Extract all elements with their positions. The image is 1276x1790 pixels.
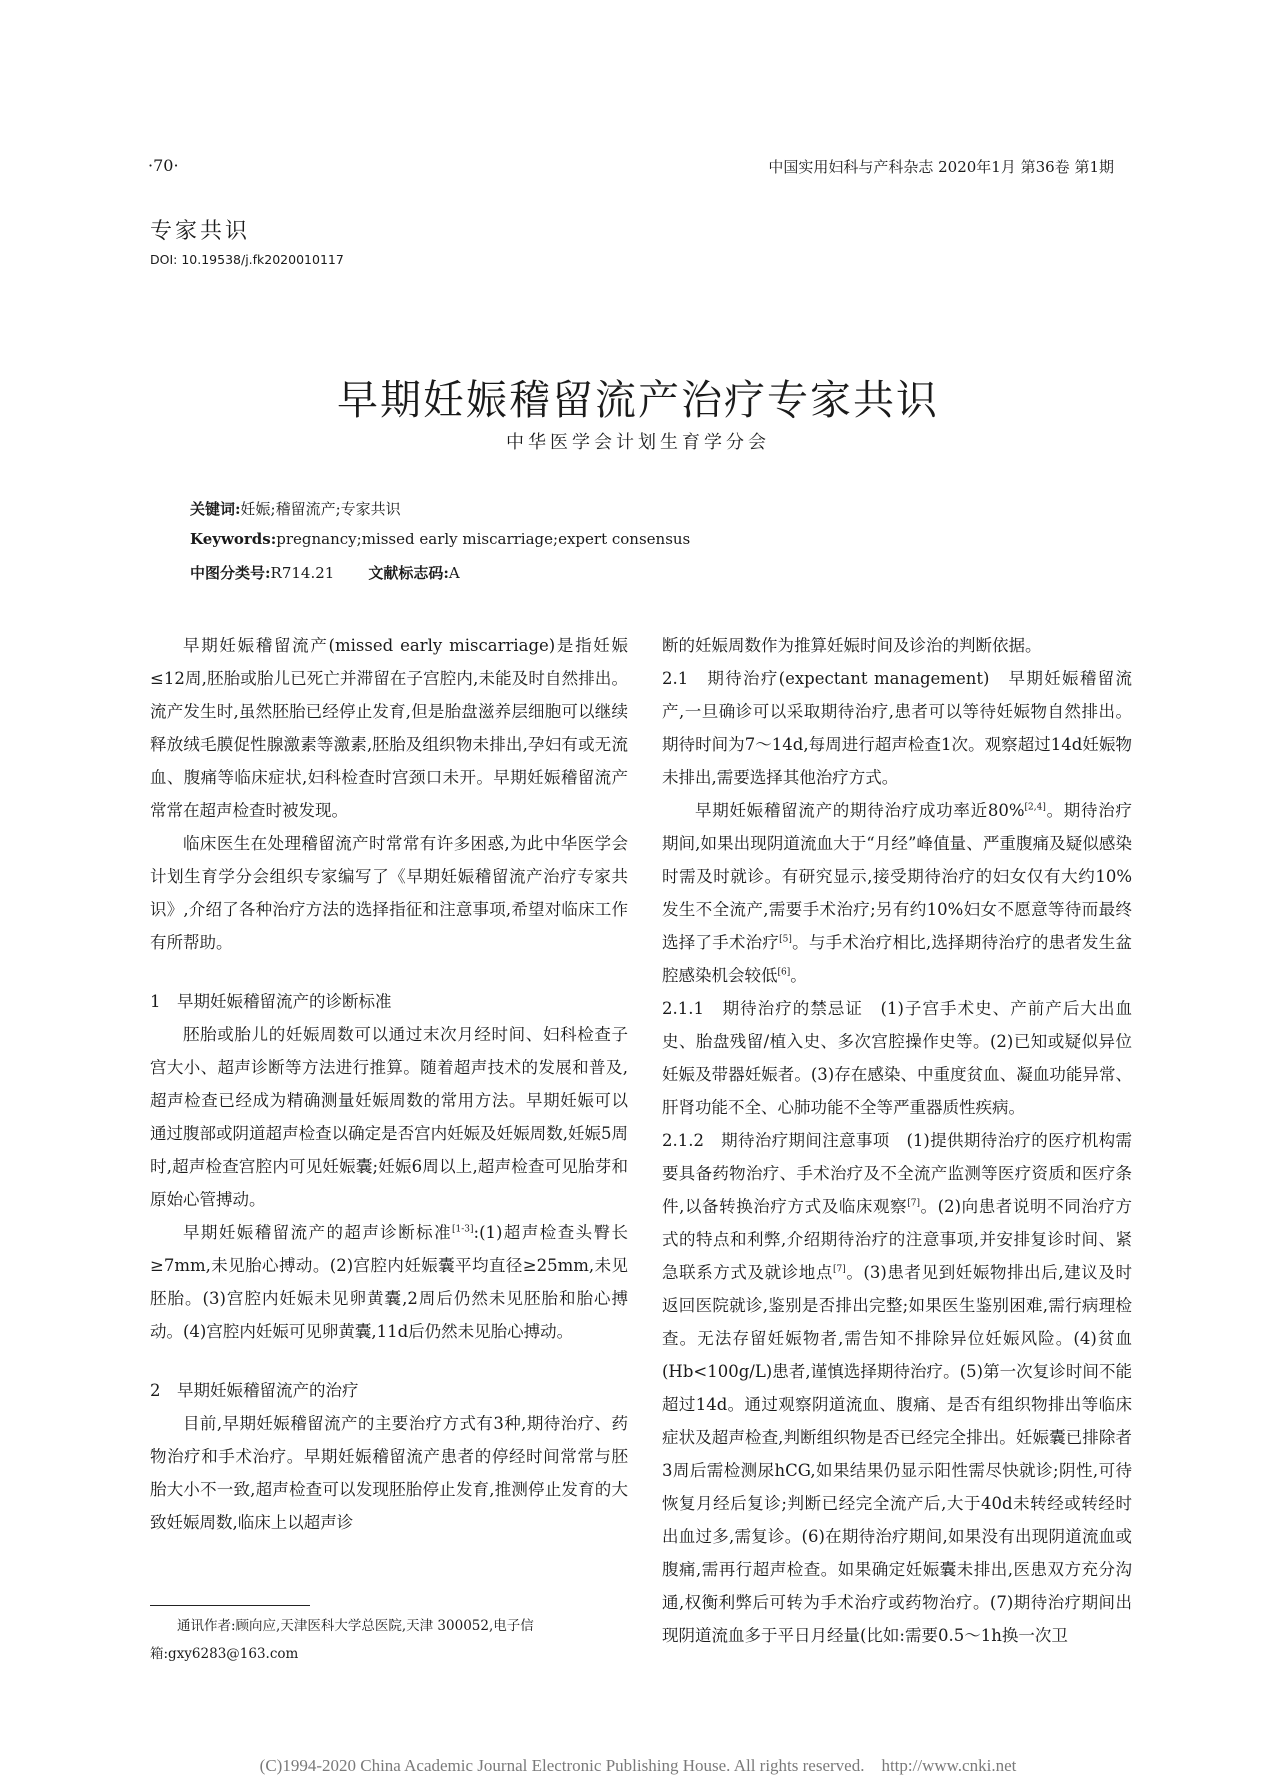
paragraph: 早期妊娠稽留流产的超声诊断标准[1-3]:(1)超声检查头臀长≥7mm,未见胎心搏动。(2)宫腔内妊娠囊平均直径≥25mm,未见胚胎。(3)宫腔内妊娠未见卵黄囊,2周后仍然未见胚胎和胎心搏动。(4)宫腔内妊娠可见卵黄囊,11d后仍然未见胎心搏动。 — [150, 1223, 629, 1341]
keywords-zh — [190, 498, 401, 519]
footnote — [150, 1612, 628, 1668]
section-heading-1: 1 早期妊娠稽留流产的诊断标准 — [150, 992, 392, 1011]
article-title: 早期妊娠稽留流产治疗专家共识 — [337, 376, 939, 425]
paragraph: 胚胎或胎儿的妊娠周数可以通过末次月经时间、妇科检查子宫大小、超声诊断等方法进行推算。随着超声技术的发展和普及,超声检查已经成为精确测量妊娠周数的常用方法。早期妊娠可以通过腹部或阴道超声检查以确定是否宫内妊娠及妊娠周数,妊娠5周时,超声检查宫腔内可见妊娠囊;妊娠6周以上,超声检查可见胎芽和原始心管搏动。 — [150, 1025, 628, 1209]
footnote-divider — [150, 1605, 310, 1606]
subsection-2-1-2: 2.1.2 期待治疗期间注意事项 (1)提供期待治疗的医疗机构需要具备药物治疗、手术治疗及不全流产监测等医疗资质和医疗条件,以备转换治疗方式及临床观察[7]。(2)向患者说明不同治疗方式的特点和利弊,介绍期待治疗的注意事项,并安排复诊时间、紧急联系方式及就诊地点[7]。(3)患者见到妊娠物排出后,建议及时返回医院就诊,鉴别是否排出完整;如果医生鉴别困难,需行病理检查。无法存留妊娠物者,需告知不排除异位妊娠风险。(4)贫血(Hb<100g/L)患者,谨慎选择期待治疗。(5)第一次复诊时间不能超过14d。通过观察阴道流血、腹痛、是否有组织物排出等临床症状及超声检查,判断组织物是否已经完全排出。妊娠囊已排除者3周后需检测尿hCG,如果结果仍显示阳性需尽快就诊;阴性,可待恢复月经后复诊;判断已经完全流产后,大于40d未转经或转经时出血过多,需复诊。(6)在期待治疗期间,如果没有出现阴道流血或腹痛,需再行超声检查。如果确定妊娠囊未排出,医患双方充分沟通,权衡利弊后可转为手术治疗或药物治疗。(7)期待治疗期间出现阴道流血多于平日月经量(比如:需要0.5～1h换一次卫 — [662, 1131, 1133, 1645]
clc-label: 中图分类号: — [190, 564, 271, 582]
paragraph: 早期妊娠稽留流产(missed early miscarriage)是指妊娠≤12周,胚胎或胎儿已死亡并滞留在子宫腔内,未能及时自然排出。流产发生时,虽然胚胎已经停止发育,但是胎盘滋养层细胞可以继续释放绒毛膜促性腺激素等激素,胚胎及组织物未排出,孕妇有或无流血、腹痛等临床症状,妇科检查时宫颈口未开。早期妊娠稽留流产常常在超声检查时被发现。 — [150, 636, 628, 820]
paragraph: 早期妊娠稽留流产的期待治疗成功率近80%[2,4]。期待治疗期间,如果出现阴道流血大于“月经”峰值量、严重腹痛及疑似感染时需及时就诊。有研究显示,接受期待治疗的妇女仅有大约10%发生不全流产,需要手术治疗;另有约10%妇女不愿意等待而最终选择了手术治疗[5]。与手术治疗相比,选择期待治疗的患者发生盆腔感染机会较低[6]。 — [662, 801, 1132, 985]
section-label: 专家共识 — [150, 219, 251, 244]
paragraph: 断的妊娠周数作为推算妊娠时间及诊治的判断依据。 — [662, 636, 1042, 655]
doc-code-value: A — [448, 564, 460, 582]
section-heading-2: 2 早期妊娠稽留流产的治疗 — [150, 1381, 359, 1400]
keywords-en — [190, 530, 690, 548]
citation[interactable]: [5] — [779, 934, 792, 945]
paragraph: 临床医生在处理稽留流产时常常有许多困惑,为此中华医学会计划生育学分会组织专家编写了《早期妊娠稽留流产治疗专家共识》,介绍了各种治疗方法的选择指征和注意事项,希望对临床工作有所帮助。 — [150, 834, 628, 952]
citation[interactable]: [6] — [777, 967, 791, 978]
keywords-en-label: Keywords: — [190, 530, 277, 548]
citation[interactable]: [2,4] — [1024, 802, 1046, 813]
citation[interactable]: [7] — [832, 1264, 846, 1275]
keywords-zh-value: 妊娠;稽留流产;专家共识 — [240, 500, 401, 518]
citation[interactable]: [7] — [907, 1198, 920, 1209]
page-number: ·70· — [148, 156, 179, 175]
classification — [190, 562, 460, 583]
footnote-text: 通讯作者:顾向应,天津医科大学总医院,天津 300052,电子信箱:gxy6283@163.com — [150, 1618, 534, 1662]
left-column — [150, 629, 628, 1539]
clc-value: R714.21 — [270, 564, 335, 582]
keywords-zh-label: 关键词: — [190, 500, 241, 518]
subsection-2-1-1: 2.1.1 期待治疗的禁忌证 (1)子宫手术史、产前产后大出血史、胎盘残留/植入史、多次宫腔操作史等。(2)已知或疑似异位妊娠及带器妊娠者。(3)存在感染、中重度贫血、凝血功能异常、肝肾功能不全、心肺功能不全等严重器质性疾病。 — [662, 999, 1132, 1117]
copyright-footer: (C)1994-2020 China Academic Journal Electronic Publishing House. All rights reserved. http://www.cnki.net — [259, 1756, 1017, 1775]
right-column — [662, 629, 1132, 1652]
citation[interactable]: [1-3] — [452, 1224, 474, 1235]
journal-header: 中国实用妇科与产科杂志 2020年1月 第36卷 第1期 — [768, 158, 1114, 176]
subsection-2-1: 2.1 期待治疗(expectant management) 早期妊娠稽留流产,一旦确诊可以采取期待治疗,患者可以等待妊娠物自然排出。期待时间为7～14d,每周进行超声检查1次。观察超过14d妊娠物未排出,需要选择其他治疗方式。 — [662, 669, 1132, 787]
paragraph: 目前,早期妊娠稽留流产的主要治疗方式有3种,期待治疗、药物治疗和手术治疗。早期妊娠稽留流产患者的停经时间常常与胚胎大小不一致,超声检查可以发现胚胎停止发育,推测停止发育的大致妊娠周数,临床上以超声诊 — [150, 1414, 628, 1532]
keywords-en-value: pregnancy;missed early miscarriage;expert consensus — [276, 530, 691, 548]
doc-code-label: 文献标志码: — [368, 564, 449, 582]
article-author: 中华医学会计划生育学分会 — [506, 432, 770, 453]
doi[interactable]: DOI: 10.19538/j.fk2020010117 — [150, 252, 344, 267]
